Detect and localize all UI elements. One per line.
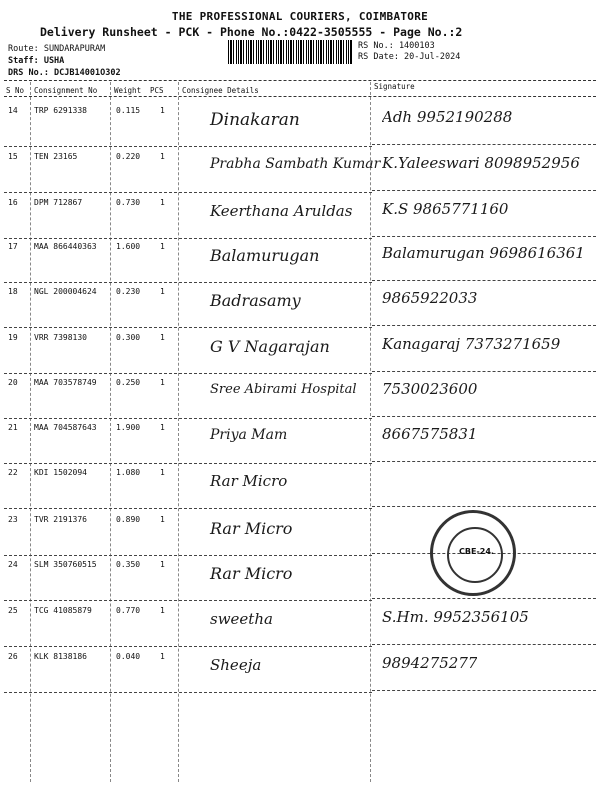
table-row	[4, 146, 596, 192]
route-label: Route: SUNDARAPURAM	[8, 44, 106, 54]
row-consignment: DPM 712867	[34, 198, 83, 207]
row-sno: 15	[8, 152, 18, 161]
row-weight: 0.230	[116, 287, 141, 296]
table-row	[4, 417, 596, 463]
row-sno: 18	[8, 287, 18, 296]
row-pcs: 1	[160, 333, 165, 342]
row-pcs: 1	[160, 606, 165, 615]
row-sno: 25	[8, 606, 18, 615]
row-divider-signature	[372, 644, 596, 645]
row-consignee-handwriting: Prabha Sambath Kumar	[210, 156, 381, 172]
row-signature-handwriting: Kanagaraj 7373271659	[382, 335, 561, 353]
row-signature-handwriting: 9865922033	[382, 289, 478, 307]
row-sno: 24	[8, 560, 18, 569]
rs-number: RS No.: 1400103	[358, 41, 435, 51]
row-consignee-handwriting: sweetha	[210, 610, 273, 628]
row-weight: 0.250	[116, 378, 141, 387]
row-divider	[4, 692, 372, 693]
row-sno: 26	[8, 652, 18, 661]
row-consignment: TRP 6291338	[34, 106, 87, 115]
row-divider-signature	[372, 325, 596, 326]
row-signature-handwriting: K.Yaleeswari 8098952956	[382, 154, 580, 172]
row-weight: 0.730	[116, 198, 141, 207]
table-row	[4, 281, 596, 327]
row-consignee-handwriting: Sree Abirami Hospital	[210, 382, 357, 397]
col-details: Consignee Details	[182, 86, 259, 95]
row-consignee-handwriting: Dinakaran	[210, 110, 300, 130]
row-divider-signature	[372, 190, 596, 191]
row-consignment: TCG 41085879	[34, 606, 92, 615]
barcode	[228, 40, 352, 64]
table-row	[4, 100, 596, 146]
row-consignee-handwriting: G V Nagarajan	[210, 337, 330, 356]
drs-label: DRS No.: DCJB14001O302	[8, 68, 121, 78]
row-pcs: 1	[160, 287, 165, 296]
row-consignment: SLM 350760515	[34, 560, 97, 569]
row-sno: 19	[8, 333, 18, 342]
row-consignment: TEN 23165	[34, 152, 78, 161]
row-weight: 1.600	[116, 242, 141, 251]
row-pcs: 1	[160, 652, 165, 661]
row-consignee-handwriting: Rar Micro	[210, 519, 293, 538]
col-signature: Signature	[374, 82, 415, 91]
company-stamp	[430, 510, 516, 596]
row-consignment: KDI 1502094	[34, 468, 87, 477]
row-consignment: MAA 703578749	[34, 378, 97, 387]
row-pcs: 1	[160, 515, 165, 524]
row-consignee-handwriting: Rar Micro	[210, 472, 288, 490]
table-row	[4, 646, 596, 692]
row-pcs: 1	[160, 423, 165, 432]
row-consignee-handwriting: Keerthana Aruldas	[210, 202, 353, 220]
row-signature-handwriting: S.Hm. 9952356105	[382, 608, 529, 626]
row-weight: 0.115	[116, 106, 141, 115]
row-pcs: 1	[160, 198, 165, 207]
row-weight: 1.900	[116, 423, 141, 432]
row-pcs: 1	[160, 468, 165, 477]
row-divider-signature	[372, 144, 596, 145]
rs-date: RS Date: 20-Jul-2024	[358, 52, 461, 62]
row-consignee-handwriting: Badrasamy	[210, 291, 301, 310]
staff-label: Staff: USHA	[8, 56, 65, 66]
row-pcs: 1	[160, 152, 165, 161]
row-sno: 17	[8, 242, 18, 251]
col-pcs: PCS	[150, 86, 164, 95]
row-sno: 14	[8, 106, 18, 115]
col-weight: Weight	[114, 86, 142, 95]
row-weight: 0.300	[116, 333, 141, 342]
row-consignee-handwriting: Balamurugan	[210, 246, 320, 265]
row-consignment: MAA 866440363	[34, 242, 97, 251]
table-row	[4, 236, 596, 282]
stamp-text: CBE-24.	[459, 547, 494, 556]
row-pcs: 1	[160, 560, 165, 569]
row-signature-handwriting: 9894275277	[382, 654, 478, 672]
row-consignee-handwriting: Priya Mam	[210, 427, 288, 443]
row-divider-signature	[372, 506, 596, 507]
row-consignment: KLK 8138186	[34, 652, 87, 661]
row-pcs: 1	[160, 242, 165, 251]
row-weight: 0.350	[116, 560, 141, 569]
row-consignment: VRR 7398130	[34, 333, 87, 342]
row-consignment: MAA 704587643	[34, 423, 97, 432]
header-bottom-rule	[4, 96, 596, 97]
row-weight: 0.770	[116, 606, 141, 615]
company-title: THE PROFESSIONAL COURIERS, COIMBATORE	[171, 10, 429, 23]
col-consignment: Consignment No	[34, 86, 98, 95]
row-divider-signature	[372, 690, 596, 691]
row-consignment: TVR 2191376	[34, 515, 87, 524]
row-sno: 22	[8, 468, 18, 477]
header-top-rule	[4, 80, 596, 81]
col-sno: S No	[6, 86, 25, 95]
table-row	[4, 600, 596, 646]
row-signature-handwriting: Balamurugan 9698616361	[382, 244, 585, 262]
row-weight: 1.080	[116, 468, 141, 477]
row-signature-handwriting: 7530023600	[382, 380, 478, 398]
row-sno: 23	[8, 515, 18, 524]
row-pcs: 1	[160, 378, 165, 387]
row-signature-handwriting: Adh 9952190288	[382, 108, 513, 126]
table-row	[4, 372, 596, 418]
row-sno: 21	[8, 423, 18, 432]
row-signature-handwriting: 8667575831	[382, 425, 478, 443]
runsheet-subtitle: Delivery Runsheet - PCK - Phone No.:0422-3505555 - Page No.:2	[40, 25, 463, 39]
row-pcs: 1	[160, 106, 165, 115]
row-sno: 16	[8, 198, 18, 207]
row-sno: 20	[8, 378, 18, 387]
row-weight: 0.890	[116, 515, 141, 524]
row-signature-handwriting: K.S 9865771160	[382, 200, 509, 218]
table-row	[4, 462, 596, 508]
row-weight: 0.220	[116, 152, 141, 161]
row-consignee-handwriting: Sheeja	[210, 656, 262, 674]
row-divider-signature	[372, 598, 596, 599]
row-consignee-handwriting: Rar Micro	[210, 564, 293, 583]
table-row	[4, 192, 596, 238]
row-weight: 0.040	[116, 652, 141, 661]
row-consignment: NGL 200004624	[34, 287, 97, 296]
table-row	[4, 327, 596, 373]
